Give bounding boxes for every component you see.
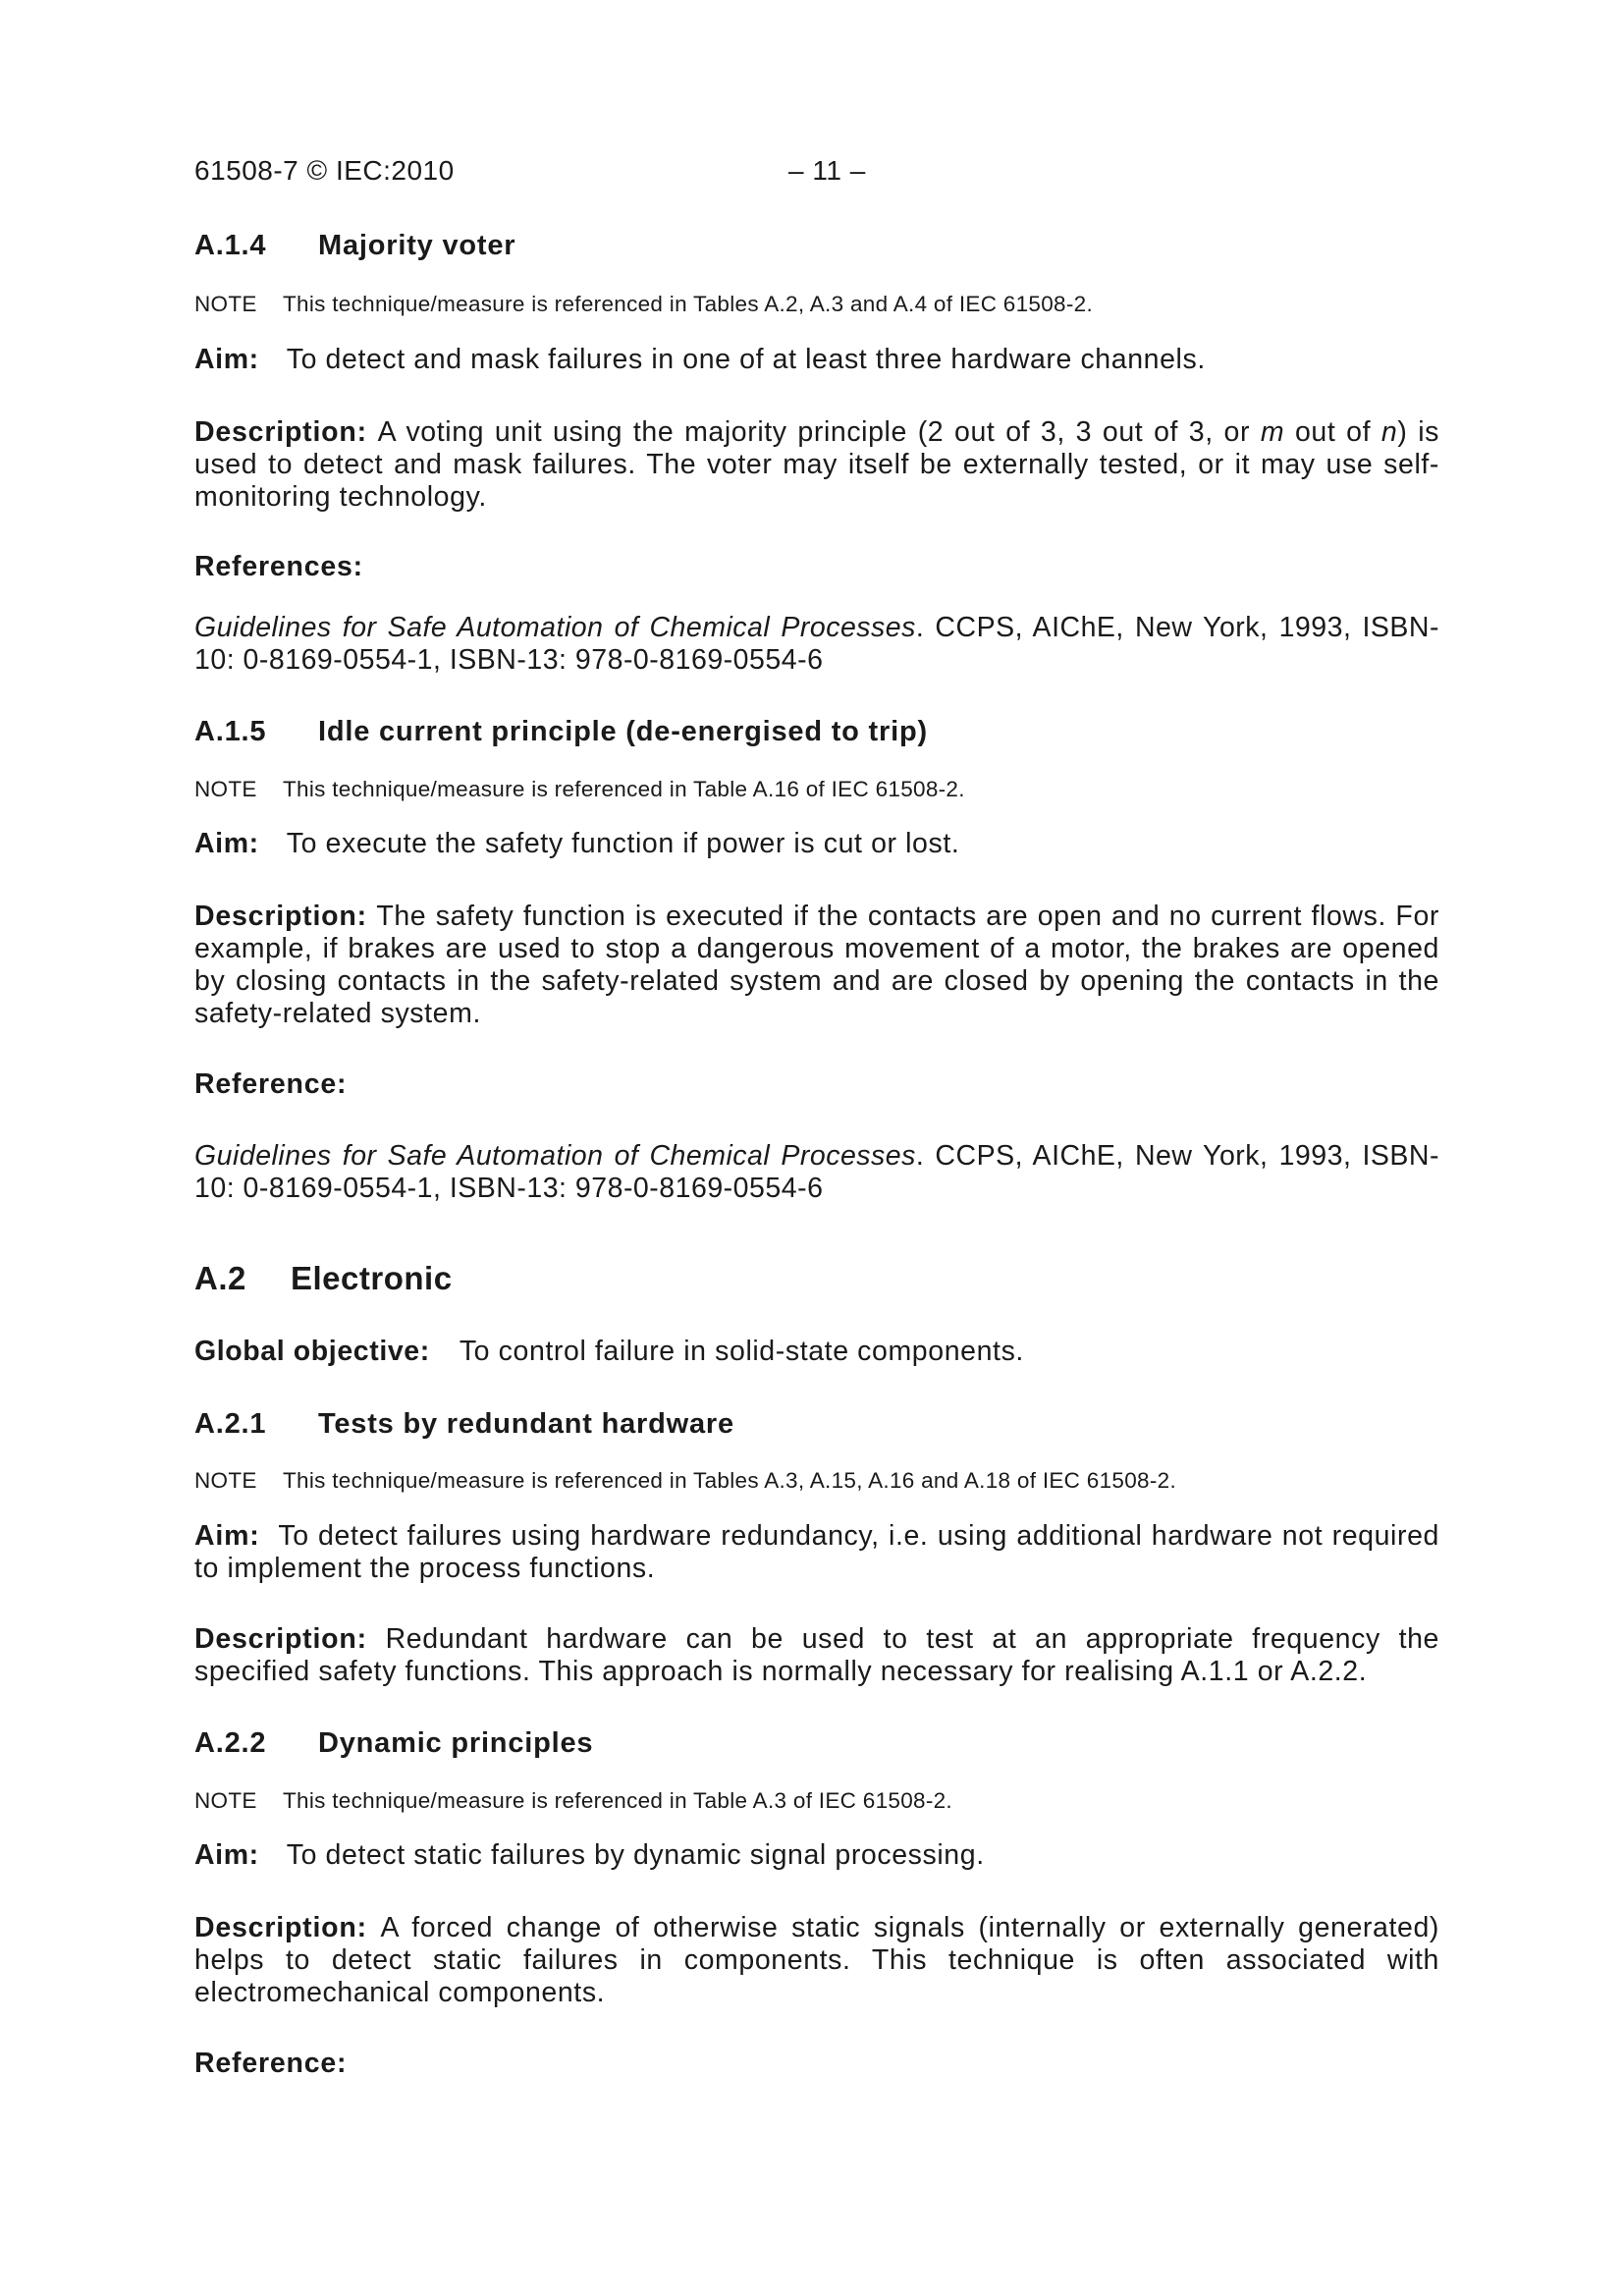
note-text: This technique/measure is referenced in Tables A.3, A.15, A.16 and A.18 of IEC 61508-2. bbox=[283, 1468, 1177, 1493]
note-text: This technique/measure is referenced in Table A.3 of IEC 61508-2. bbox=[283, 1788, 952, 1813]
description-a115 bbox=[194, 901, 1439, 1030]
note-a221 bbox=[194, 1468, 1439, 1494]
reference-details: . CCPS, AIChE, New York, 1993, ISBN-10: 0-8169-0554-1, ISBN-13: 978-0-8169-0554-6 bbox=[194, 1140, 1439, 1204]
heading-a115 bbox=[194, 716, 1439, 748]
note-tag: NOTE bbox=[194, 1788, 257, 1813]
description-text: out of bbox=[1284, 416, 1381, 448]
references-label-a114 bbox=[194, 551, 1439, 583]
description-label: Description: bbox=[194, 1623, 367, 1655]
heading-number: A.2.2 bbox=[194, 1727, 267, 1759]
note-text: This technique/measure is referenced in Tables A.2, A.3 and A.4 of IEC 61508-2. bbox=[283, 292, 1094, 316]
heading-title: Majority voter bbox=[318, 230, 516, 261]
page-number: – 11 – bbox=[788, 155, 866, 186]
aim-text: To detect failures using hardware redundancy, i.e. using additional hardware not required to implement the process functions. bbox=[194, 1520, 1439, 1584]
heading-a222 bbox=[194, 1727, 1439, 1760]
reference-label: Reference: bbox=[194, 1068, 348, 1100]
reference-label: Reference: bbox=[194, 2048, 348, 2079]
description-a114 bbox=[194, 416, 1439, 514]
description-text: ) is used to detect and mask failures. The voter may itself be externally tested, or it may use self-monitoring technology. bbox=[194, 416, 1439, 513]
description-var-m: m bbox=[1260, 416, 1285, 448]
description-text: The safety function is executed if the contacts are open and no current flows. For example, if brakes are used to stop a dangerous movement of a motor, the brakes are opened by closing contacts in the safety-related system and are closed by opening the contacts in the safety-related system. bbox=[194, 901, 1439, 1029]
heading-number: A.2 bbox=[194, 1260, 246, 1296]
description-label: Description: bbox=[194, 901, 367, 932]
heading-title: Dynamic principles bbox=[318, 1727, 594, 1759]
heading-a221 bbox=[194, 1408, 1439, 1441]
aim-a114 bbox=[194, 344, 1439, 376]
note-tag: NOTE bbox=[194, 777, 257, 801]
note-tag: NOTE bbox=[194, 1468, 257, 1493]
aim-text: To detect static failures by dynamic signal processing. bbox=[286, 1839, 985, 1871]
description-a222 bbox=[194, 1912, 1439, 2009]
doc-id: 61508-7 © IEC:2010 bbox=[194, 155, 455, 186]
aim-label: Aim: bbox=[194, 1839, 259, 1871]
note-text: This technique/measure is referenced in Table A.16 of IEC 61508-2. bbox=[283, 777, 965, 801]
heading-number: A.2.1 bbox=[194, 1408, 267, 1440]
aim-label: Aim: bbox=[194, 1520, 260, 1552]
description-label: Description: bbox=[194, 1912, 367, 1943]
heading-title: Electronic bbox=[291, 1260, 453, 1296]
references-label: References: bbox=[194, 551, 363, 582]
note-tag: NOTE bbox=[194, 292, 257, 316]
aim-a115 bbox=[194, 828, 1439, 860]
reference-details: . CCPS, AIChE, New York, 1993, ISBN-10: 0-8169-0554-1, ISBN-13: 978-0-8169-0554-6 bbox=[194, 612, 1439, 676]
note-a222 bbox=[194, 1788, 1439, 1814]
heading-a114 bbox=[194, 230, 1439, 262]
note-a114 bbox=[194, 292, 1439, 317]
heading-title: Tests by redundant hardware bbox=[318, 1408, 734, 1440]
description-a221 bbox=[194, 1623, 1439, 1688]
description-label: Description: bbox=[194, 416, 367, 448]
description-var-n: n bbox=[1380, 416, 1398, 448]
reference-label-a222 bbox=[194, 2048, 1439, 2080]
reference-a115 bbox=[194, 1140, 1439, 1205]
aim-a222 bbox=[194, 1839, 1439, 1872]
reference-title: Guidelines for Safe Automation of Chemical Processes bbox=[194, 612, 916, 643]
description-text: Redundant hardware can be used to test at an appropriate frequency the specified safety functions. This approach is normally necessary for realising A.1.1 or A.2.2. bbox=[194, 1623, 1439, 1687]
global-objective-label: Global objective: bbox=[194, 1336, 430, 1367]
aim-label: Aim: bbox=[194, 344, 259, 375]
heading-title: Idle current principle (de-energised to trip) bbox=[318, 716, 928, 747]
heading-number: A.1.5 bbox=[194, 716, 267, 747]
page-header bbox=[194, 155, 1439, 194]
description-text: A voting unit using the majority principle (2 out of 3, 3 out of 3, or bbox=[377, 416, 1261, 448]
heading-number: A.1.4 bbox=[194, 230, 267, 261]
aim-text: To execute the safety function if power is cut or lost. bbox=[286, 828, 960, 859]
reference-title: Guidelines for Safe Automation of Chemical Processes bbox=[194, 1140, 916, 1172]
global-objective-text: To control failure in solid-state components. bbox=[459, 1336, 1024, 1367]
reference-a114 bbox=[194, 612, 1439, 677]
aim-label: Aim: bbox=[194, 828, 259, 859]
aim-a221 bbox=[194, 1520, 1439, 1585]
aim-text: To detect and mask failures in one of at least three hardware channels. bbox=[286, 344, 1206, 375]
note-a115 bbox=[194, 777, 1439, 802]
global-objective bbox=[194, 1336, 1439, 1368]
heading-a2 bbox=[194, 1260, 1439, 1297]
description-text: A forced change of otherwise static signals (internally or externally generated) helps to detect static failures in components. This technique is often associated with electromechanical components. bbox=[194, 1912, 1439, 2008]
reference-label-a115 bbox=[194, 1068, 1439, 1101]
